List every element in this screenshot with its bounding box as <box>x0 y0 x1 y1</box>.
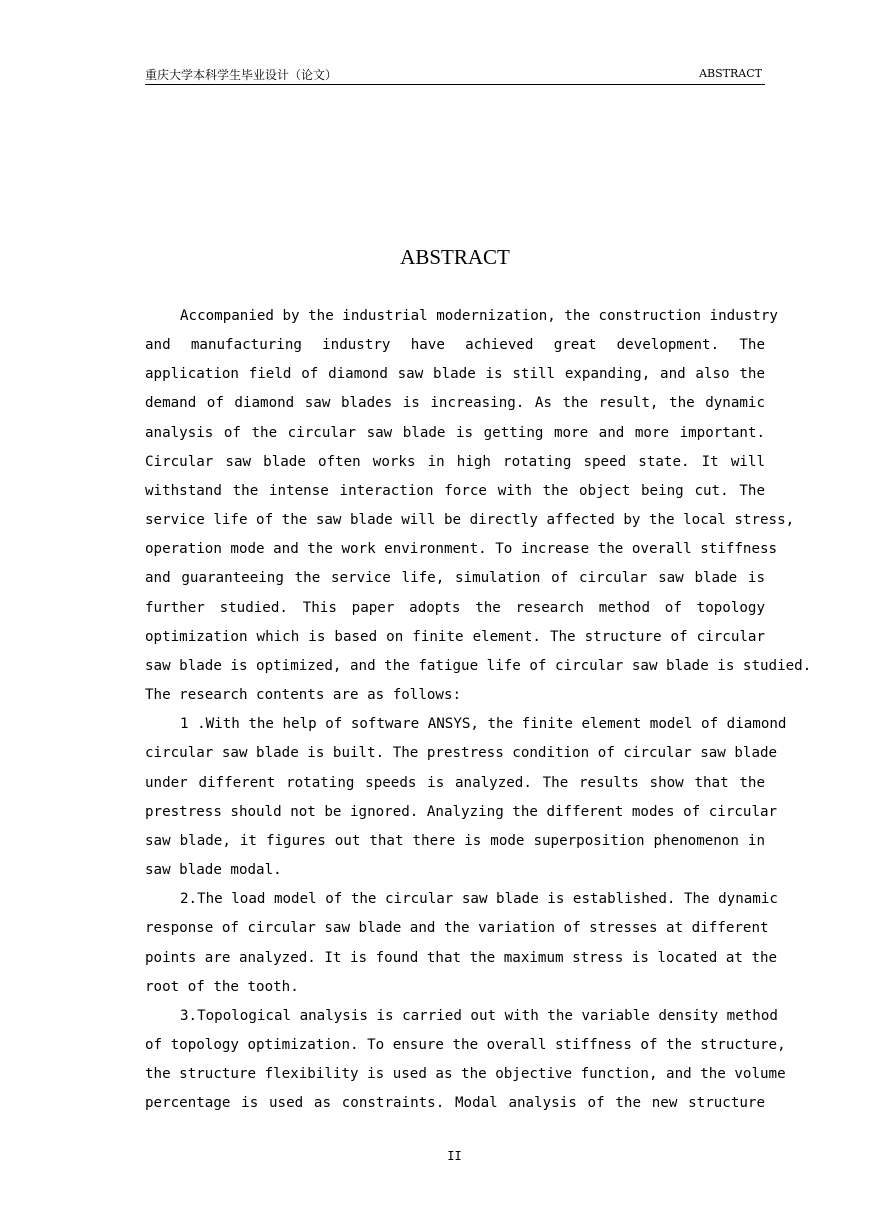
abstract-title: ABSTRACT <box>400 245 510 269</box>
text-line: Circular saw blade often works in high rotating speed state. It will <box>145 454 765 470</box>
text-line: prestress should not be ignored. Analyzing the different modes of circular <box>145 804 778 820</box>
text-line: optimization which is based on finite element. The structure of circular <box>145 629 765 645</box>
text-line: application field of diamond saw blade is still expanding, and also the <box>145 366 765 382</box>
text-line: 2.The load model of the circular saw blade is established. The dynamic <box>180 891 778 907</box>
text-line: saw blade is optimized, and the fatigue life of circular saw blade is studied. <box>145 658 812 674</box>
page-number: II <box>447 1149 462 1163</box>
text-line: analysis of the circular saw blade is getting more and more important. <box>145 425 765 441</box>
text-line: further studied. This paper adopts the research method of topology <box>145 600 765 616</box>
text-line: saw blade, it figures out that there is mode superposition phenomenon in <box>145 833 765 849</box>
text-line: points are analyzed. It is found that the maximum stress is located at the <box>145 950 778 966</box>
text-line: response of circular saw blade and the variation of stresses at different <box>145 920 769 936</box>
text-line: Accompanied by the industrial modernization, the construction industry <box>180 308 778 324</box>
text-line: demand of diamond saw blades is increasing. As the result, the dynamic <box>145 395 765 411</box>
text-line: operation mode and the work environment. To increase the overall stiffness <box>145 541 778 557</box>
text-line: withstand the intense interaction force with the object being cut. The <box>145 483 765 499</box>
text-line: circular saw blade is built. The prestress condition of circular saw blade <box>145 745 778 761</box>
text-line: The research contents are as follows: <box>145 687 462 703</box>
text-line: and guaranteeing the service life, simulation of circular saw blade is <box>145 570 765 586</box>
text-line: the structure flexibility is used as the objective function, and the volume <box>145 1066 786 1082</box>
text-line: root of the tooth. <box>145 979 299 995</box>
text-line: service life of the saw blade will be directly affected by the local stress, <box>145 512 795 528</box>
header-section-name: ABSTRACT <box>699 67 762 80</box>
text-line: 1 .With the help of software ANSYS, the finite element model of diamond <box>180 716 787 732</box>
text-line: under different rotating speeds is analyzed. The results show that the <box>145 775 765 791</box>
text-line: percentage is used as constraints. Modal analysis of the new structure <box>145 1095 765 1111</box>
text-line: of topology optimization. To ensure the overall stiffness of the structure, <box>145 1037 786 1053</box>
text-line: saw blade modal. <box>145 862 282 878</box>
text-line: 3.Topological analysis is carried out with the variable density method <box>180 1008 778 1024</box>
text-line: and manufacturing industry have achieved great development. The <box>145 337 765 353</box>
header-thesis-title: 重庆大学本科学生毕业设计（论文） <box>145 68 338 82</box>
page-header <box>145 66 765 85</box>
